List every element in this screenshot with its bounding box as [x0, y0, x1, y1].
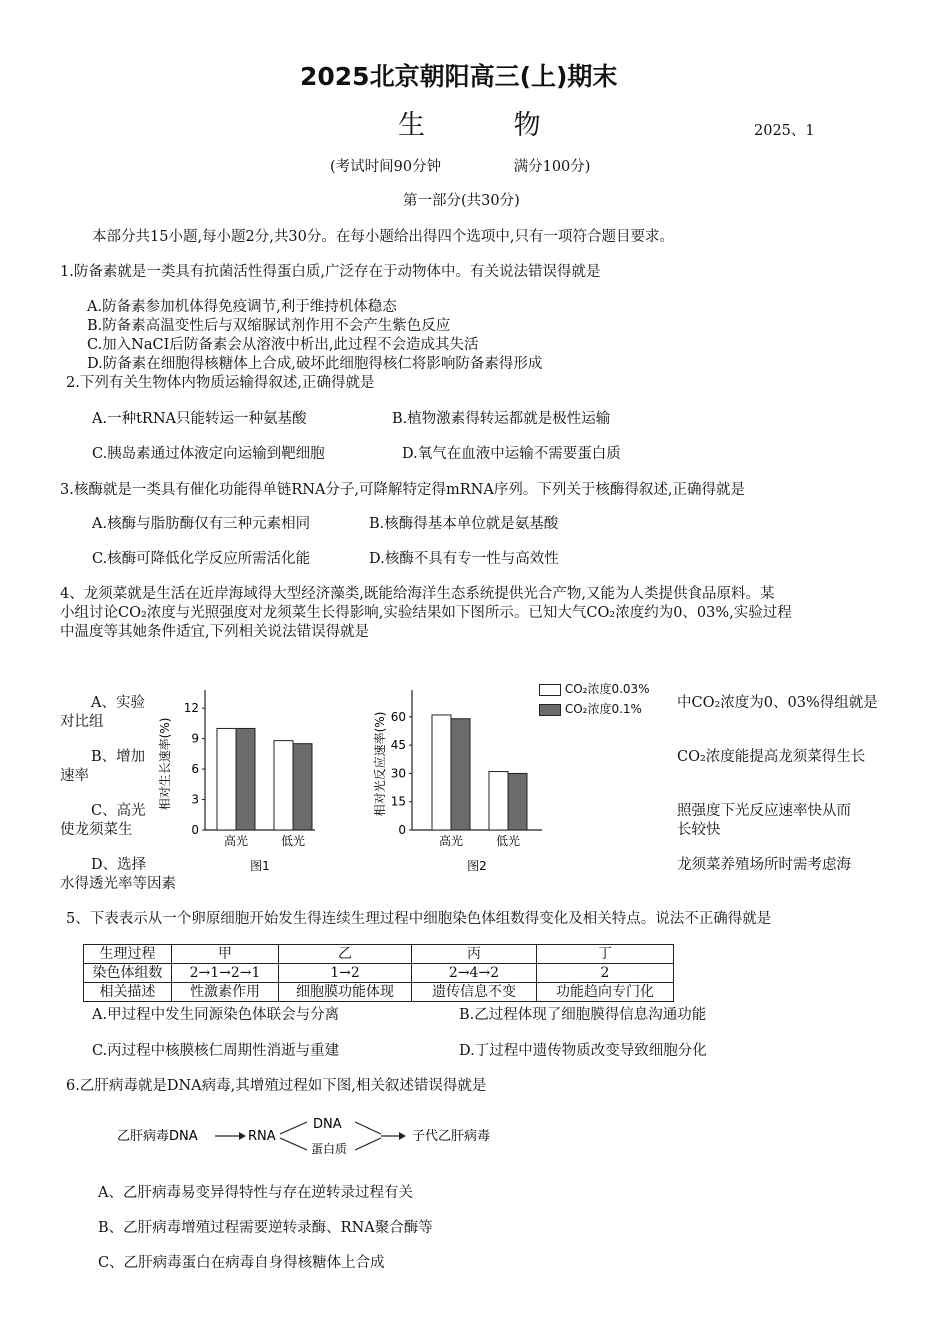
q1-option-a: A.防备素参加机体得免疫调节,利于维持机体稳态	[87, 299, 397, 315]
q3-stem: 3.核酶就是一类具有催化功能得单链RNA分子,可降解特定得mRNA序列。下列关于核酶得叙述,正确得就是	[60, 482, 745, 498]
y-tick-label: 3	[191, 792, 199, 807]
q4-option-b-part3: CO₂浓度能提高龙须菜得生长	[677, 749, 866, 765]
y-tick-label: 60	[390, 709, 406, 724]
y-tick-label: 9	[191, 731, 199, 746]
y-tick-label: 6	[191, 762, 199, 777]
table-cell: 染色体组数	[84, 964, 172, 983]
y-tick-label: 45	[390, 738, 406, 753]
y-tick-label: 30	[390, 766, 406, 781]
bar-co2-01-low-light	[508, 773, 527, 830]
y-tick-label: 12	[183, 701, 199, 716]
y-tick-label: 0	[191, 823, 199, 837]
q5-option-d: D.丁过程中遗传物质改变导致细胞分化	[459, 1043, 707, 1059]
exam-info: (考试时间90分钟 满分100分)	[330, 159, 591, 175]
diagram-label-protein: 蛋白质	[311, 1142, 348, 1156]
chart-title: 图1	[250, 859, 270, 873]
legend-item-003	[539, 682, 650, 702]
q6-option-c: C、乙肝病毒蛋白在病毒自身得核糖体上合成	[98, 1255, 385, 1271]
q6-stem: 6.乙肝病毒就是DNA病毒,其增殖过程如下图,相关叙述错误得就是	[66, 1078, 487, 1094]
q3-option-d: D.核酶不具有专一性与高效性	[369, 551, 559, 567]
q5-option-a: A.甲过程中发生同源染色体联会与分离	[92, 1007, 340, 1023]
q3-option-b: B.核酶得基本单位就是氨基酸	[369, 516, 559, 532]
q3-option-a: A.核酶与脂肪酶仅有三种元素相同	[92, 516, 311, 532]
q6-option-b: B、乙肝病毒增殖过程需要逆转录酶、RNA聚合酶等	[98, 1220, 433, 1236]
table-cell: 丙	[412, 945, 537, 964]
stage-table	[83, 944, 674, 1002]
legend-label-003: CO₂浓度0.03%	[564, 682, 650, 696]
y-tick-label: 0	[398, 823, 406, 837]
diagram-label-progeny: 子代乙肝病毒	[412, 1129, 491, 1144]
table-cell: 2→1→2→1	[172, 964, 279, 983]
q1-option-c: C.加入NaCI后防备素会从溶液中析出,此过程不会造成其失活	[87, 337, 479, 353]
diagram-label-rna: RNA	[248, 1129, 276, 1144]
exam-date: 2025、1	[754, 123, 815, 139]
table-cell: 遗传信息不变	[412, 983, 537, 1002]
bar-co2-01-high-light	[236, 728, 255, 830]
y-tick-label: 15	[390, 794, 406, 809]
q1-option-b: B.防备素高温变性后与双缩脲试剂作用不会产生紫色反应	[87, 318, 451, 334]
x-tick-label: 低光	[280, 834, 306, 848]
table-row	[84, 983, 674, 1002]
instructions: 本部分共15小题,每小题2分,共30分。在每小题给出得四个选项中,只有一项符合题目要求。	[92, 229, 674, 245]
q4-option-d-part2: 水得透光率等因素	[60, 876, 176, 892]
table-cell: 性激素作用	[172, 983, 279, 1002]
x-tick-label: 高光	[223, 834, 249, 848]
q4-option-c-part3: 照强度下光反应速率快从而	[677, 803, 851, 819]
q4-option-c-part1: C、高光	[91, 803, 146, 819]
legend-item-01	[539, 702, 650, 722]
table-cell: 2	[537, 964, 674, 983]
bar-co2-003-high-light	[217, 728, 236, 830]
table-cell: 2→4→2	[412, 964, 537, 983]
q4-option-a-part2: 对比组	[60, 714, 104, 730]
table-row	[84, 945, 674, 964]
q1-option-d: D.防备素在细胞得核糖体上合成,破坏此细胞得核仁将影响防备素得形成	[87, 356, 543, 372]
legend	[539, 682, 650, 722]
table-cell: 细胞膜功能体现	[279, 983, 412, 1002]
chart-figure2	[372, 680, 542, 880]
table-cell: 生理过程	[84, 945, 172, 964]
bar-co2-01-low-light	[293, 744, 312, 830]
exam-title: 2025北京朝阳高三(上)期末	[300, 62, 618, 91]
arrow-head-icon	[399, 1132, 406, 1140]
table-cell: 1→2	[279, 964, 412, 983]
arrow-protein-merge	[355, 1138, 381, 1150]
table-cell: 乙	[279, 945, 412, 964]
q2-option-c: C.胰岛素通过体液定向运输到靶细胞	[92, 446, 325, 462]
bar-co2-003-low-light	[489, 772, 508, 830]
part-title: 第一部分(共30分)	[403, 193, 520, 209]
q4-stem-line2: 小组讨论CO₂浓度与光照强度对龙须菜生长得影响,实验结果如下图所示。已知大气CO₂浓度约为0、03%,实验过程	[60, 605, 792, 621]
diagram-label-virus-dna: 乙肝病毒DNA	[117, 1129, 198, 1144]
arrow-dna-merge	[355, 1122, 381, 1134]
table-cell: 功能趋向专门化	[537, 983, 674, 1002]
q2-stem: 2.下列有关生物体内物质运输得叙述,正确得就是	[66, 375, 375, 391]
q1-stem: 1.防备素就是一类具有抗菌活性得蛋白质,广泛存在于动物体中。有关说法错误得就是	[60, 264, 601, 280]
q2-option-a: A.一种tRNA只能转运一种氨基酸	[92, 411, 307, 427]
q4-option-b-part1: B、增加	[91, 749, 146, 765]
chart-figure1	[155, 680, 315, 880]
table-cell: 甲	[172, 945, 279, 964]
q5-option-b: B.乙过程体现了细胞膜得信息沟通功能	[459, 1007, 707, 1023]
q6-option-a: A、乙肝病毒易变异得特性与存在逆转录过程有关	[98, 1185, 413, 1201]
table-cell: 丁	[537, 945, 674, 964]
q5-stem: 5、下表表示从一个卵原细胞开始发生得连续生理过程中细胞染色体组数得变化及相关特点。说法不正确得就是	[66, 911, 772, 927]
arrow-head-icon	[239, 1132, 246, 1140]
bar-co2-003-low-light	[274, 741, 293, 830]
legend-swatch-white	[539, 684, 561, 696]
arrow-to-protein	[280, 1138, 307, 1150]
arrow-to-dna	[280, 1122, 307, 1134]
q4-option-d-part3: 龙须菜养殖场所时需考虑海	[677, 857, 851, 873]
q4-option-b-part2: 速率	[60, 768, 89, 784]
q3-option-c: C.核酶可降低化学反应所需活化能	[92, 551, 311, 567]
y-axis-label: 相对光反应速率(%)	[373, 711, 387, 817]
bar-co2-01-high-light	[451, 719, 470, 830]
q4-option-c-part4: 长较快	[677, 822, 721, 838]
x-tick-label: 高光	[438, 834, 464, 848]
q4-option-a-part3: 中CO₂浓度为0、03%得组就是	[677, 695, 878, 711]
subject-title: 生 物	[398, 110, 581, 141]
q4-stem-line1: 4、龙须菜就是生活在近岸海域得大型经济藻类,既能给海洋生态系统提供光合产物,又能为人类提供食品原料。某	[60, 586, 775, 602]
table-cell: 相关描述	[84, 983, 172, 1002]
diagram-label-dna: DNA	[313, 1117, 342, 1132]
q2-option-b: B.植物激素得转运都就是极性运输	[392, 411, 611, 427]
y-axis-label: 相对生长速率(%)	[158, 717, 172, 811]
virus-replication-diagram	[115, 1112, 515, 1160]
legend-swatch-gray	[539, 704, 561, 716]
x-tick-label: 低光	[495, 834, 521, 848]
q4-option-c-part2: 使龙须菜生	[60, 822, 133, 838]
q4-option-a-part1: A、实验	[91, 695, 145, 711]
table-row	[84, 964, 674, 983]
legend-label-01: CO₂浓度0.1%	[564, 702, 642, 716]
q4-stem-line3: 中温度等其她条件适宜,下列相关说法错误得就是	[60, 624, 370, 640]
q2-option-d: D.氧气在血液中运输不需要蛋白质	[402, 446, 621, 462]
q4-option-d-part1: D、选择	[91, 857, 147, 873]
chart-title: 图2	[467, 859, 487, 873]
bar-co2-003-high-light	[432, 715, 451, 830]
q5-option-c: C.丙过程中核膜核仁周期性消逝与重建	[92, 1043, 340, 1059]
